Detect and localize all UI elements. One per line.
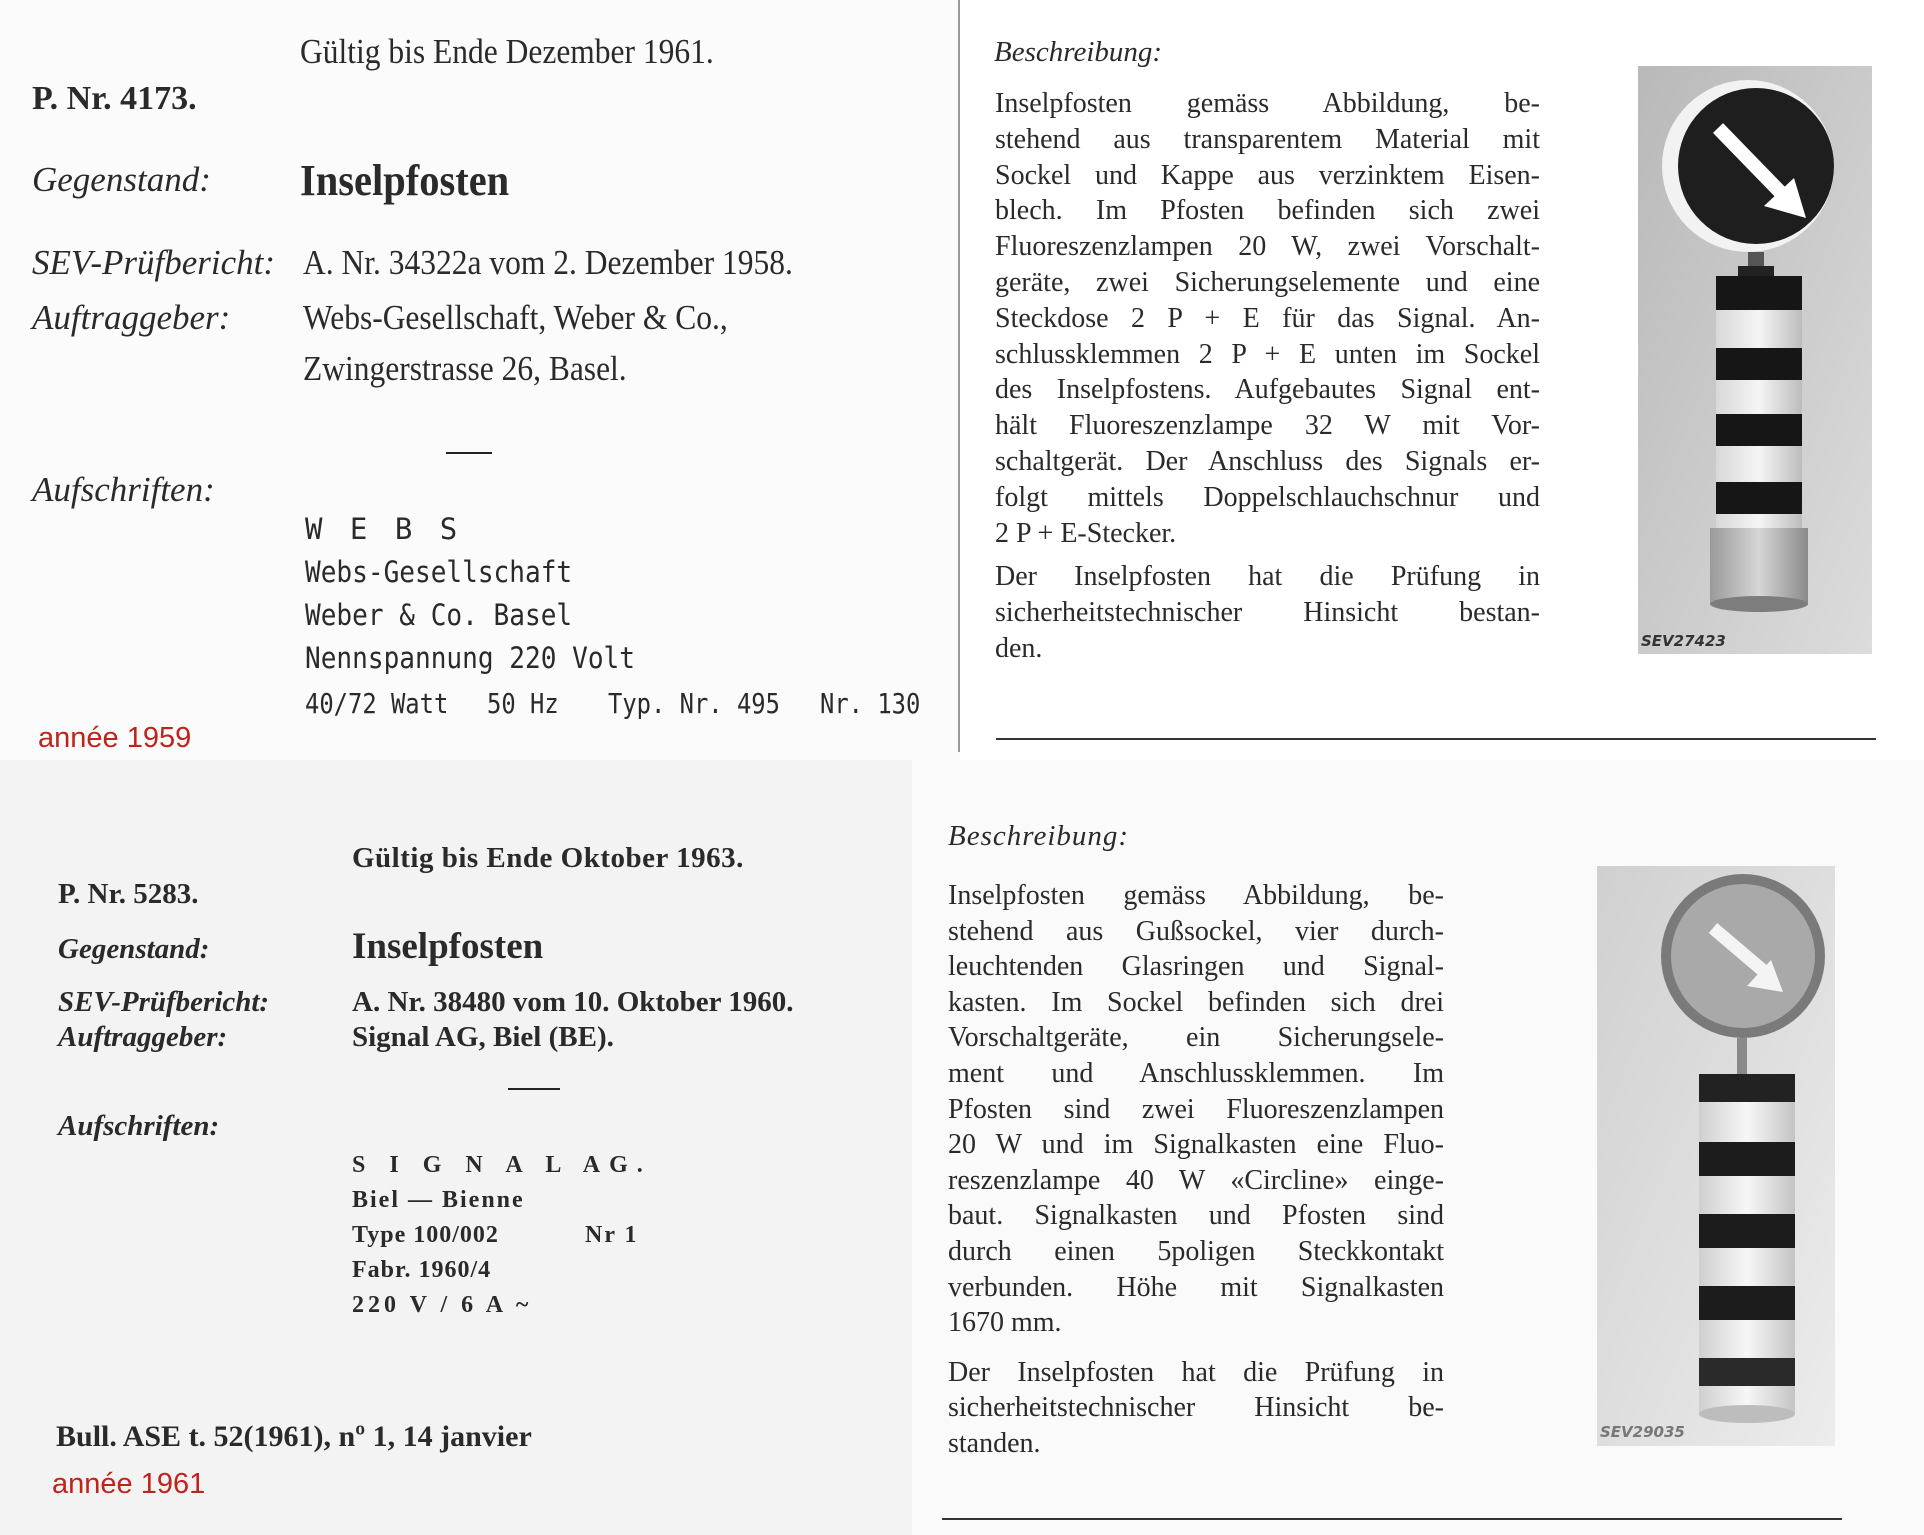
top-pnr: P. Nr. 4173. bbox=[32, 80, 197, 117]
top-desc-line: geräte, zwei Sicherungselemente und eine bbox=[995, 266, 1540, 298]
top-auftrag-line2: Zwingerstrasse 26, Basel. bbox=[303, 349, 627, 388]
top-spec-typ: Typ. Nr. 495 bbox=[608, 687, 780, 720]
bottom-pnr: P. Nr. 5283. bbox=[58, 878, 199, 910]
bottom-photo-label: SEV29035 bbox=[1600, 1423, 1685, 1441]
top-left-panel bbox=[0, 0, 960, 760]
bottom-bulletin-reference: Bull. ASE t. 52(1961), nº 1, 14 janvier bbox=[56, 1420, 532, 1453]
bottom-desc-line: 20 W und im Signalkasten eine Fluo- bbox=[948, 1129, 1444, 1161]
bottom-desc-line: 1670 mm. bbox=[948, 1307, 1062, 1339]
top-auftrag-line1: Webs-Gesellschaft, Weber & Co., bbox=[303, 298, 728, 337]
inselpfosten-illustration bbox=[1638, 66, 1872, 654]
top-auftrag-label: Auftraggeber: bbox=[32, 298, 231, 337]
top-desc-line: Steckdose 2 P + E für das Signal. An- bbox=[995, 302, 1540, 334]
bottom-aufschrift-line: Fabr. 1960/4 bbox=[352, 1257, 492, 1283]
bottom-auftrag-value: Signal AG, Biel (BE). bbox=[352, 1021, 614, 1053]
top-aufschrift-line: Weber & Co. Basel bbox=[305, 598, 573, 632]
top-desc-line: Inselpfosten gemäss Abbildung, be- bbox=[995, 88, 1540, 119]
top-bottom-rule bbox=[996, 738, 1876, 740]
bottom-desc-end-line: sicherheitstechnischer Hinsicht be- bbox=[948, 1392, 1444, 1424]
top-spec-hz: 50 Hz bbox=[487, 687, 559, 720]
top-desc-line: schaltgerät. Der Anschluss des Signals er- bbox=[995, 445, 1540, 477]
top-desc-line: des Inselpfostens. Aufgebautes Signal ent- bbox=[995, 374, 1540, 406]
top-vertical-divider bbox=[958, 0, 960, 752]
top-gegenstand-value: Inselpfosten bbox=[300, 156, 510, 205]
bottom-type-nr: Nr 1 bbox=[585, 1222, 639, 1248]
bottom-desc-line: Vorschaltgeräte, ein Sicherungsele- bbox=[948, 1022, 1444, 1054]
bottom-beschreibung-label: Beschreibung: bbox=[948, 820, 1130, 852]
top-separator-dash bbox=[446, 452, 492, 454]
bottom-desc-line: Inselpfosten gemäss Abbildung, be- bbox=[948, 880, 1444, 911]
bottom-desc-end-line: standen. bbox=[948, 1427, 1041, 1459]
top-gegenstand-label: Gegenstand: bbox=[32, 160, 211, 199]
bottom-desc-line: kasten. Im Sockel befinden sich drei bbox=[948, 986, 1444, 1018]
bottom-description bbox=[948, 878, 1444, 1462]
top-pruef-label: SEV-Prüfbericht: bbox=[32, 243, 276, 282]
top-desc-line: Sockel und Kappe aus verzinktem Eisen- bbox=[995, 159, 1540, 191]
bottom-year-caption: année 1961 bbox=[52, 1468, 206, 1500]
top-pruef-value: A. Nr. 34322a vom 2. Dezember 1958. bbox=[303, 243, 793, 282]
bottom-desc-line: baut. Signalkasten und Pfosten sind bbox=[948, 1200, 1444, 1232]
bottom-separator-dash bbox=[508, 1088, 560, 1090]
inselpfosten-illustration bbox=[1597, 866, 1835, 1446]
top-aufschriften-label: Aufschriften: bbox=[32, 470, 215, 509]
top-spec-watt: 40/72 Watt bbox=[305, 687, 449, 720]
bottom-gegenstand-label: Gegenstand: bbox=[58, 933, 210, 965]
top-desc-end-line: den. bbox=[995, 632, 1043, 664]
bottom-aufschrift-line: S I G N A L AG. bbox=[352, 1152, 652, 1178]
top-inselpfosten-photo bbox=[1638, 66, 1872, 654]
bottom-desc-line: verbunden. Höhe mit Signalkasten bbox=[948, 1271, 1444, 1303]
top-desc-line: stehend aus transparentem Material mit bbox=[995, 123, 1540, 155]
top-desc-line: Fluoreszenzlampen 20 W, zwei Vorschalt- bbox=[995, 231, 1540, 263]
bottom-bottom-rule bbox=[942, 1518, 1842, 1520]
top-photo-label: SEV27423 bbox=[1641, 632, 1726, 650]
top-year-caption: année 1959 bbox=[38, 722, 192, 754]
bottom-desc-end-line: Der Inselpfosten hat die Prüfung in bbox=[948, 1356, 1444, 1388]
bottom-gegenstand-value: Inselpfosten bbox=[352, 926, 544, 967]
bottom-desc-line: stehend aus Gußsockel, vier durch- bbox=[948, 915, 1444, 947]
top-aufschrift-line: W E B S bbox=[305, 512, 463, 546]
top-beschreibung-label: Beschreibung: bbox=[994, 36, 1163, 68]
bottom-desc-line: Pfosten sind zwei Fluoreszenzlampen bbox=[948, 1093, 1444, 1125]
bottom-pruef-value: A. Nr. 38480 vom 10. Oktober 1960. bbox=[352, 986, 794, 1018]
bottom-validity: Gültig bis Ende Oktober 1963. bbox=[352, 842, 744, 874]
bottom-desc-line: durch einen 5poligen Steckkontakt bbox=[948, 1235, 1444, 1267]
bottom-inselpfosten-photo bbox=[1597, 866, 1835, 1446]
top-aufschrift-line: Webs-Gesellschaft bbox=[305, 555, 573, 589]
top-desc-end-line: sicherheitstechnischer Hinsicht bestan- bbox=[995, 597, 1540, 629]
top-right-panel bbox=[962, 0, 1924, 760]
top-desc-line: schlussklemmen 2 P + E unten im Sockel bbox=[995, 338, 1540, 370]
top-spec-nr: Nr. 130 bbox=[820, 687, 921, 720]
top-validity: Gültig bis Ende Dezember 1961. bbox=[300, 32, 714, 71]
top-description bbox=[995, 86, 1540, 667]
top-desc-line: folgt mittels Doppelschlauchschnur und bbox=[995, 481, 1540, 513]
top-desc-end-line: Der Inselpfosten hat die Prüfung in bbox=[995, 561, 1540, 593]
bottom-desc-line: reszenzlampe 40 W «Circline» einge- bbox=[948, 1164, 1444, 1196]
bottom-aufschrift-line: Type 100/002 bbox=[352, 1222, 499, 1248]
bottom-left-panel bbox=[0, 760, 912, 1535]
top-desc-line: hält Fluoreszenzlampe 32 W mit Vor- bbox=[995, 410, 1540, 442]
top-aufschrift-line: Nennspannung 220 Volt bbox=[305, 641, 635, 675]
bottom-desc-line: ment und Anschlussklemmen. Im bbox=[948, 1057, 1444, 1089]
bottom-pruef-label: SEV-Prüfbericht: bbox=[58, 986, 270, 1018]
bottom-auftrag-label: Auftraggeber: bbox=[58, 1021, 228, 1053]
top-desc-line: blech. Im Pfosten befinden sich zwei bbox=[995, 195, 1540, 227]
bottom-aufschriften-label: Aufschriften: bbox=[58, 1110, 220, 1142]
bottom-aufschrift-line: 220 V / 6 A ~ bbox=[352, 1292, 533, 1318]
bottom-right-panel bbox=[912, 760, 1924, 1535]
bottom-aufschrift-line: Biel — Bienne bbox=[352, 1187, 525, 1213]
top-desc-line: 2 P + E-Stecker. bbox=[995, 517, 1177, 549]
bottom-desc-line: leuchtenden Glasringen und Signal- bbox=[948, 951, 1444, 983]
